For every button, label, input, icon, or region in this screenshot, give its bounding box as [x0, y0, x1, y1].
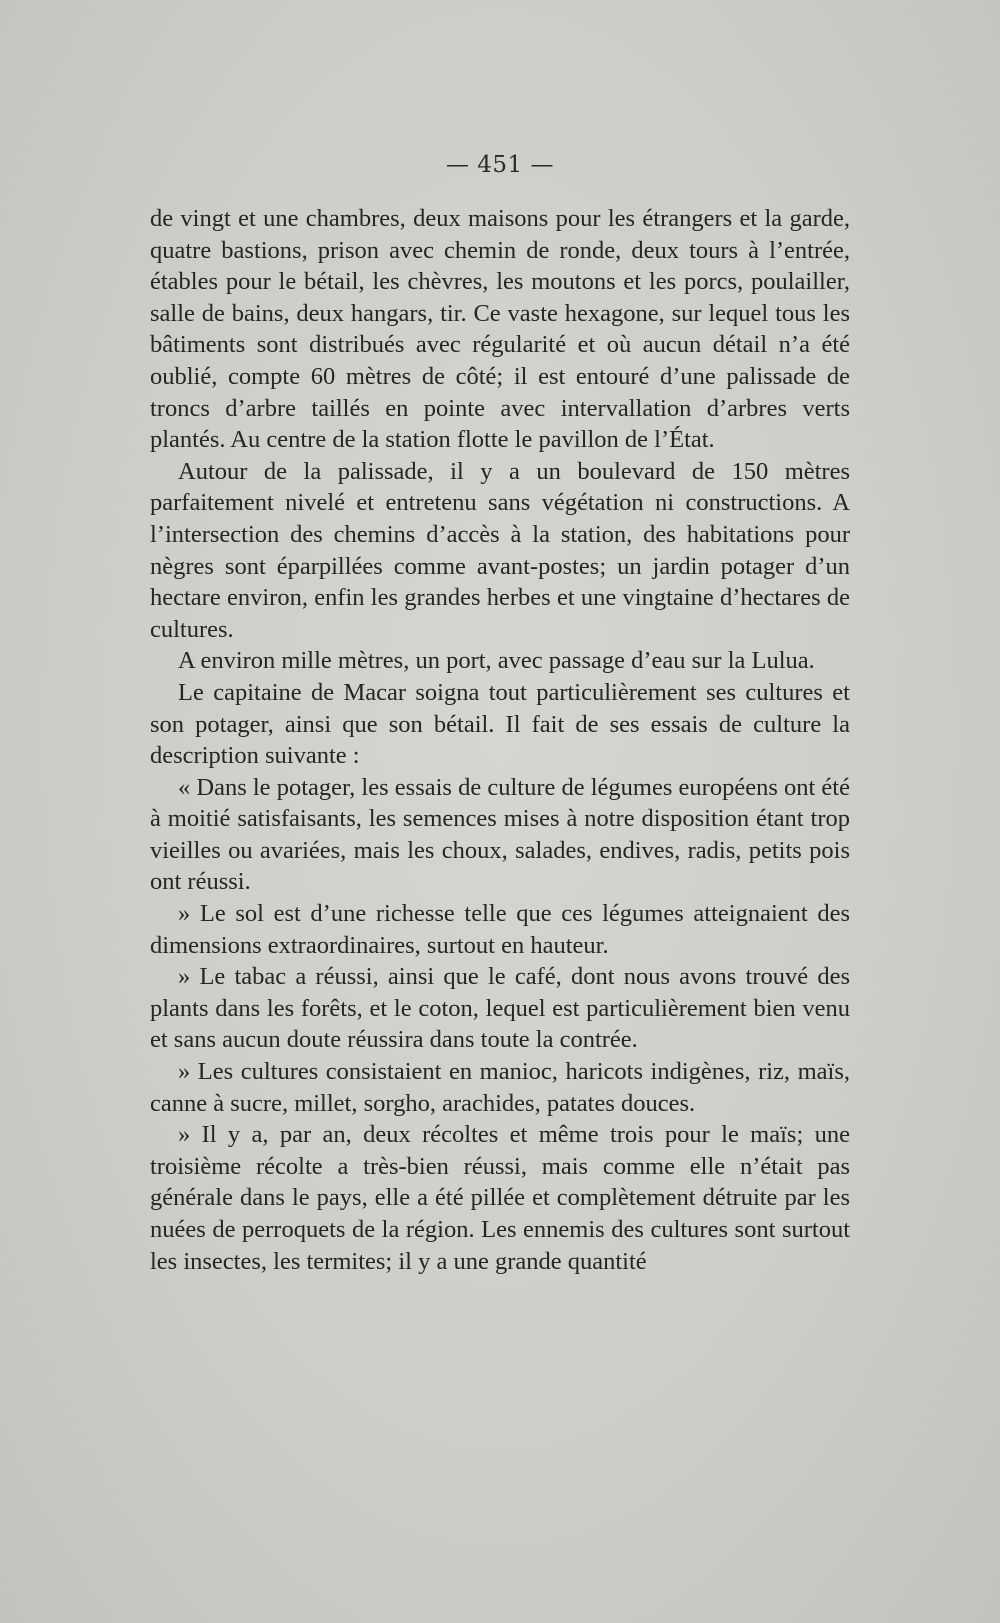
- paragraph: Autour de la palissade, il y a un boulevard de 150 mètres parfaitement nivelé et entretenu sans végétation ni constructions. A l’intersection des chemins d’accès à la station, des habitations pour nègres sont éparpillées comme avant-postes; un jardin potager d’un hectare environ, enfin les grandes herbes et une vingtaine d’hectares de cultures.: [150, 457, 850, 643]
- paragraph: Le capitaine de Macar soigna tout particulièrement ses cultures et son potager, ainsi que son bétail. Il fait de ses essais de culture la description suivante :: [150, 678, 850, 770]
- paragraph: » Les cultures consistaient en manioc, haricots indigènes, riz, maïs, canne à sucre, millet, sorgho, arachides, patates douces.: [150, 1058, 850, 1117]
- paragraph: de vingt et une chambres, deux maisons pour les étrangers et la garde, quatre bastions, prison avec chemin de ronde, deux tours à l’entrée, étables pour le bétail, les chèvres, les moutons et les porcs, poulailler, salle de bains, deux hangars, tir. Ce vaste hexagone, sur lequel tous les bâtiments sont distribués avec régularité et où aucun détail n’a été oublié, compte 60 mètres de côté; il est entouré d’une palissade de troncs d’arbre taillés en pointe avec intervallation d’arbres verts plantés. Au centre de la station flotte le pavillon de l’État.: [150, 205, 850, 454]
- paragraph: A environ mille mètres, un port, avec passage d’eau sur la Lulua.: [178, 647, 815, 675]
- paragraph: « Dans le potager, les essais de culture de légumes européens ont été à moitié satisfaisants, les semences mises à notre disposition étant trop vieilles ou avariées, mais les choux, salades, endives, radis, petits pois ont réussi.: [150, 773, 850, 896]
- paragraph: » Le tabac a réussi, ainsi que le café, dont nous avons trouvé des plants dans les forêts, et le coton, lequel est particulièrement bien venu et sans aucun doute réussira dans toute la contrée.: [150, 963, 850, 1054]
- paragraph: » Il y a, par an, deux récoltes et même trois pour le maïs; une troisième récolte a très-bien réussi, mais comme elle n’était pas générale dans le pays, elle a été pillée et complètement détruite par les nuées de perroquets de la région. Les ennemis des cultures sont surtout les insectes, les termites; il y a une grande quantité: [150, 1121, 850, 1275]
- page-number: — 451 —: [445, 152, 555, 178]
- paragraph: » Le sol est d’une richesse telle que ces légumes atteignaient des dimensions extraordinaires, surtout en hauteur.: [150, 900, 850, 959]
- body-text: [150, 203, 850, 1277]
